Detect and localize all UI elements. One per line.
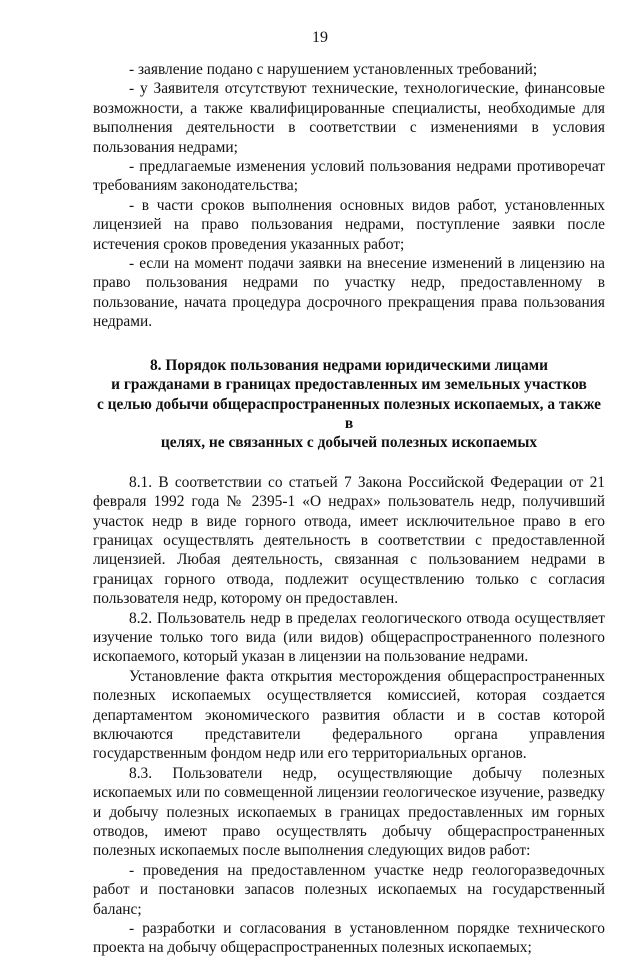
list-item-project: - разработки и согласования в установленном порядке технического проекта на добычу общераспространенных полезных ископаемых; [93,920,605,957]
section-heading [93,356,605,453]
section-paragraph-8-2: 8.2. Пользователь недр в пределах геологического отвода осуществляет изучение только того вида (или видов) общераспространенного полезного ископаемого, который указан в лицензии на пользование недрами. [93,609,605,666]
section-heading-line: с целью добычи общераспространенных полезных ископаемых, а также в [96,395,602,432]
section-heading-line: и гражданами в границах предоставленных им земельных участков [111,376,587,394]
page-number: 19 [312,29,328,46]
section-paragraph-8-1: 8.1. В соответствии со статьей 7 Закона Российской Федерации от 21 февраля 1992 года № 2395-1 «О недрах» пользователь недр, получивший участок недр в виде горного отвода, имеет исключительное право в его границах осуществлять деятельность в соответствии с предоставленной лицензией. Любая деятельность, связанная с пользованием недрами в границах горного отвода, подлежит осуществлению только с согласия пользователя недр, которому он предоставлен. [93,473,605,608]
section-paragraph-8-3: 8.3. Пользователи недр, осуществляющие добычу полезных ископаемых или по совмещенной лицензии геологическое изучение, разведку и добычу полезных ископаемых в границах предоставленных им горных отводов, имеют право осуществлять добычу общераспространенных полезных ископаемых после выполнения следующих видов работ: [93,764,605,860]
intro-paragraph-2: - у Заявителя отсутствуют технические, технологические, финансовые возможности, а также квалифицированные специалисты, необходимые для выполнения деятельности в соответствии с изменениями в условия пользования недрами; [93,80,605,156]
intro-paragraph-5: - если на момент подачи заявки на внесение изменений в лицензию на право пользования недрами по участку недр, предоставленному в пользование, начата процедура досрочного прекращения права пользования недрами. [93,255,605,331]
intro-paragraph-3: - предлагаемые изменения условий пользования недрами противоречат требованиям законодательства; [93,158,605,195]
list-item-exploration: - проведения на предоставленном участке недр геологоразведочных работ и постановки запасов полезных ископаемых на государственный баланс; [93,861,605,918]
intro-paragraph-4: - в части сроков выполнения основных видов работ, установленных лицензией на право пользования недрами, поступление заявки после истечения сроков проведения указанных работ; [93,196,605,253]
page-body [93,60,605,958]
section-heading-line: 8. Порядок пользования недрами юридическими лицами [149,356,549,374]
section-paragraph-commission: Установление факта открытия месторождения общераспространенных полезных ископаемых осуществляется комиссией, которая создается департаментом экономического развития области и в состав которой включаются представители федерального органа управления государственным фондом недр или его территориальных органов. [93,667,605,763]
section-heading-line: целях, не связанных с добычей полезных ископаемых [160,434,538,452]
intro-paragraph-1: - заявление подано с нарушением установленных требований; [129,61,538,78]
